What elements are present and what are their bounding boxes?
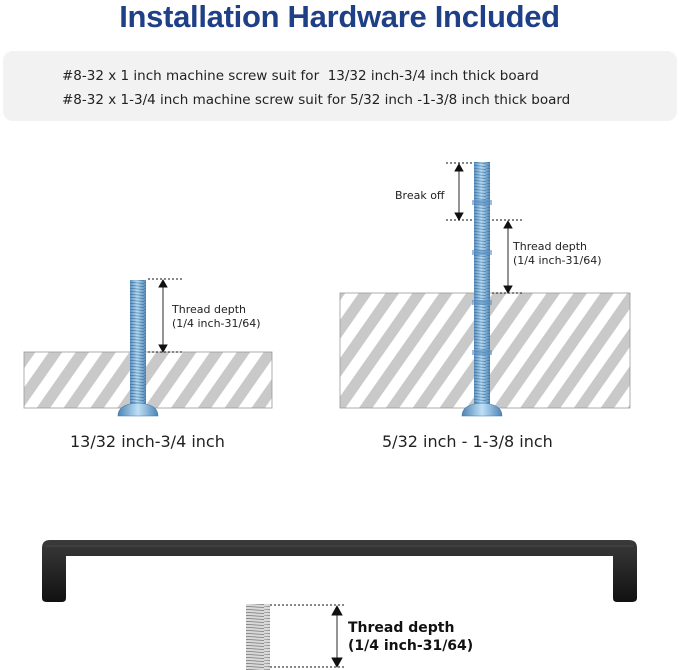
left-thread-label-line1: Thread depth [172, 303, 246, 316]
left-thread-label-line2: (1/4 inch-31/64) [172, 317, 261, 330]
left-thread-label [172, 303, 261, 331]
left-caption: 13/32 inch-3/4 inch [70, 432, 225, 451]
right-thread-label [513, 240, 602, 268]
handle-screw [246, 604, 270, 670]
left-board [24, 352, 272, 408]
right-thread-label-line1: Thread depth [513, 240, 587, 253]
handle-thread-dimension [270, 605, 346, 667]
right-thread-label-line2: (1/4 inch-31/64) [513, 254, 602, 267]
pull-handle [42, 540, 637, 602]
right-caption: 5/32 inch - 1-3/8 inch [382, 432, 553, 451]
handle-thread-label [348, 619, 473, 655]
spec-line-long-screw: #8-32 x 1-3/4 inch machine screw suit for 5/32 inch -1-3/8 inch thick board [62, 92, 571, 108]
handle-thread-label-line2: (1/4 inch-31/64) [348, 638, 474, 654]
left-board-diagram [24, 279, 272, 416]
break-off-dimension [446, 163, 472, 220]
break-off-label: Break off [395, 189, 445, 202]
right-board-diagram [340, 162, 630, 416]
spec-line-short-screw: #8-32 x 1 inch machine screw suit for 13/32 inch-3/4 inch thick board [62, 68, 539, 84]
page-title: Installation Hardware Included [119, 0, 560, 34]
handle-thread-label-line1: Thread depth [348, 620, 455, 636]
